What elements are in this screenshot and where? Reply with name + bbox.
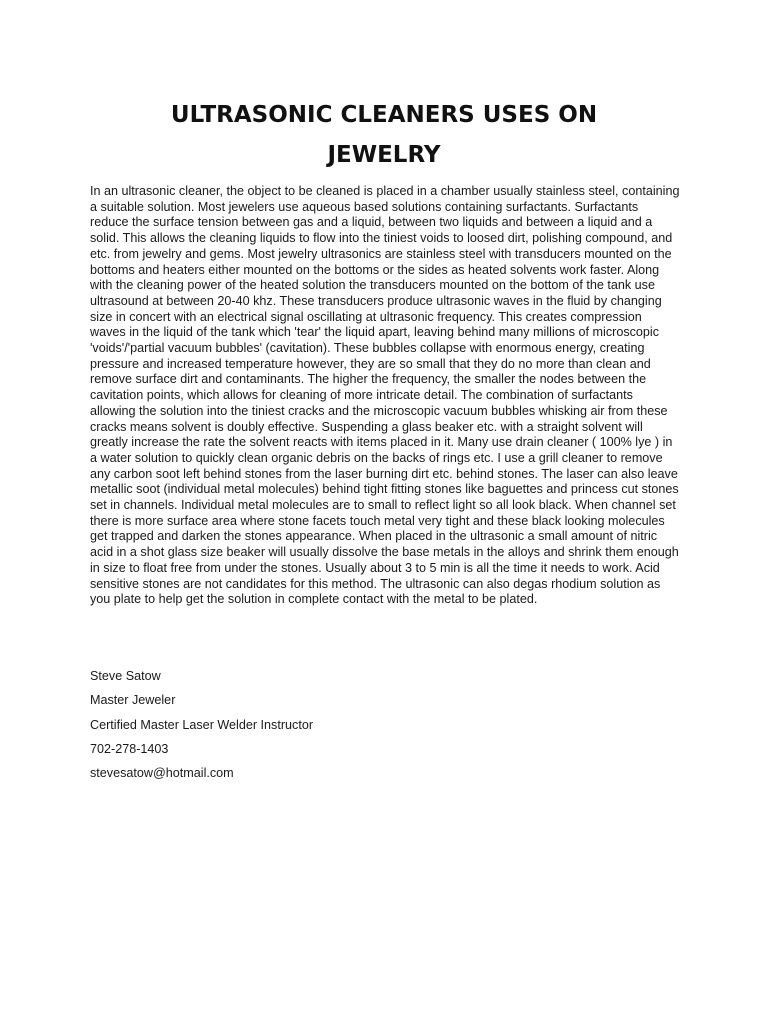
- author-name: Steve Satow: [90, 669, 161, 683]
- signature-block: [90, 669, 590, 790]
- author-role: Master Jeweler: [90, 693, 176, 708]
- body-paragraph: In an ultrasonic cleaner, the object to be cleaned is placed in a chamber usually stainless steel, containing a suitable solution. Most jewelers use aqueous based solutions containing surfactants. Surfactants reduce the surface tension between gas and a liquid, between two liquids and between a liquid and a solid. This allows the cleaning liquids to flow into the tiniest voids to loosed dirt, polishing compound, and etc. from jewelry and gems. Most jewelry ultrasonics are stainless steel with transducers mounted on the bottoms and heaters either mounted on the bottoms or the sides as heated solvents work faster. Along with the cleaning power of the heated solution the transducers mounted on the bottom of the tank use ultrasound at between 20-40 khz. These transducers produce ultrasonic waves in the fluid by changing size in concert with an electrical signal oscillating at ultrasonic frequency. This creates compression waves in the liquid of the tank which 'tear' the liquid apart, leaving behind many millions of microscopic 'voids'/'partial vacuum bubbles' (cavitation). These bubbles collapse with enormous energy, creating pressure and increased temperature however, they are so small that they do no more than clean and remove surface dirt and contaminants. The higher the frequency, the smaller the nodes between the cavitation points, which allows for cleaning of more intricate detail. The combination of surfactants allowing the solution into the tiniest cracks and the microscopic vacuum bubbles whisking air from these cracks means solvent is doubly effective. Suspending a glass beaker etc. with a straight solvent will greatly increase the rate the solvent reacts with items placed in it. Many use drain cleaner ( 100% lye ) in a water solution to quickly clean organic debris on the backs of rings etc. I use a grill cleaner to remove any carbon soot left behind stones from the laser burning dirt etc. behind stones. The laser can also leave metallic soot (individual metal molecules) behind tight fitting stones like baguettes and princess cut stones set in channels. Individual metal molecules are to small to reflect light so all look black. When channel set there is more surface area where stone facets touch metal very tight and these black looking molecules get trapped and darken the stones appearance. When placed in the ultrasonic a small amount of nitric acid in a shot glass size beaker will usually dissolve the base metals in the alloys and shrink them enough in size to float free from under the stones. Usually about 3 to 5 min is all the time it needs to work. Acid sensitive stones are not candidates for this method. The ultrasonic can also degas rhodium solution as you plate to help get the solution in complete contact with the metal to be plated.: [90, 184, 680, 607]
- author-phone: 702-278-1403: [90, 741, 169, 756]
- author-certification: Certified Master Laser Welder Instructor: [90, 717, 314, 732]
- document-title-line-2: JEWELRY: [327, 142, 441, 168]
- document-title-line-1: ULTRASONIC CLEANERS USES ON: [170, 102, 598, 128]
- author-email: stevesatow@hotmail.com: [90, 766, 234, 781]
